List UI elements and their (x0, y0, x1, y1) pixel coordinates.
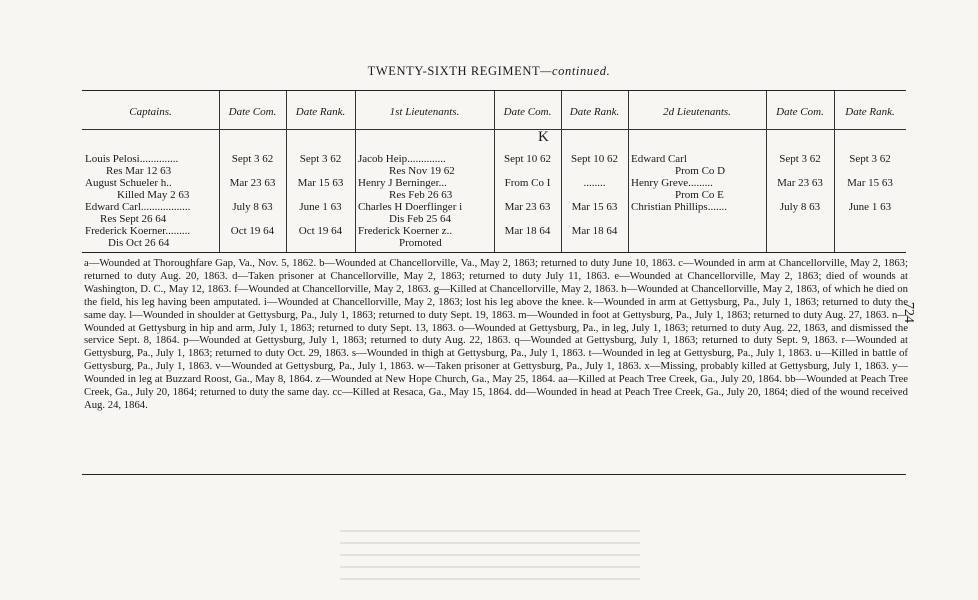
date-cell: Oct 19 64 (230, 225, 275, 237)
first-lt-name: Frederick Koerner z.. (358, 225, 453, 237)
date-cell: Mar 15 63 (571, 201, 618, 213)
captains-column (82, 91, 219, 252)
second-lt-name-text: Henry Greve (631, 177, 689, 189)
first-lt-note: Promoted (399, 237, 442, 249)
captains-date-rank-column (286, 91, 355, 252)
second-lt-name: Christian Phillips....... (631, 201, 727, 213)
first-lt-note: Res Nov 19 62 (389, 165, 455, 177)
first-lt-name-text: Frederick Koerner z (358, 225, 447, 237)
captain-note: Killed May 2 63 (117, 189, 190, 201)
header-date-rank: Date Rank. (569, 106, 620, 118)
footnotes: a—Wounded at Thoroughfare Gap, Va., Nov. 5, 1862. b—Wounded at Chancellorville, Va., May 2, 1863; returned to duty June 10, 1863. c—Wounded in arm at Chancellorville, May 2, 1863; returned to duty Aug. 20, 1863. d—Taken prisoner at Chancellorville, May 2, 1863; returned to duty July 11, 1863. e—Wounded at Chancellorville, May 2, 1863; died of wounds at Washington, D. C., May 12, 1863. f—Wounded at Chancellorville, May 2, 1863. g—Killed at Chancellorville, May 2, 1863. h—Wounded at Chancellorville, May 2, 1863, of which he died on the field, his leg having been amputated. i—Wounded at Chancellorville, May 2, 1863; lost his leg above the knee. k—Wounded in arm at Gettysburg, Pa., July 1, 1863; returned to duty the same day. l—Wounded in shoulder at Gettysburg, Pa., July 1, 1863; returned to duty Sept. 19, 1863. m—Wounded in foot at Gettysburg, Pa., July 1, 1863; returned to duty Aug. 27, 1863. n—Wounded at Gettysburg in hip and arm, July 1, 1863; returned to duty Sept. 13, 1863. o—Wounded at Gettysburg, Pa., in leg, July 1, 1863; returned to duty Aug. 22, 1863, and dismissed the service Sept. 8, 1864. p—Wounded at Gettysburg, July 1, 1863; returned to duty Aug. 22, 1863. q—Wounded at Gettysburg, July 1, 1863; returned to duty Sept. 9, 1863. r—Wounded at Gettysburg, Pa., July 1, 1863; returned to duty Oct. 29, 1863. s—Wounded in thigh at Gettysburg, Pa., July 1, 1863. t—Wounded in leg at Gettysburg, Pa., July 1, 1863. u—Killed in battle of Gettysburg, Pa., July 1, 1863. v—Wounded at Gettysburg, Pa., July 1, 1863. w—Taken prisoner at Gettysburg, Pa., July 1, 1863. x—Missing, probably killed at Gettysburg, July 1, 1863. y—Wounded in leg at Buzzard Roost, Ga., May 8, 1864. z—Wounded at New Hope Church, Ga., May 25, 1864. aa—Killed at Peach Tree Creek, Ga., July 20, 1864. bb—Wounded at Peach Tree Creek, Ga., July 20, 1864; returned to duty the same day. cc—Killed at Resaca, Ga., May 15, 1864. dd—Wounded in head at Peach Tree Creek, Ga., July 20, 1864; died of the wound received Aug. 24, 1864. (84, 257, 908, 411)
first-lt-date-rank-column (561, 91, 628, 252)
date-cell: Mar 23 63 (504, 201, 551, 213)
header-date-rank: Date Rank. (845, 106, 895, 118)
date-cell: Mar 18 64 (504, 225, 551, 237)
captain-name: August Schueler h.. (85, 177, 172, 189)
date-cell: Mar 23 63 (777, 177, 823, 189)
date-cell: June 1 63 (848, 201, 892, 213)
header-second-lieutenants: 2d Lieutenants. (663, 106, 731, 118)
header-first-lieutenants: 1st Lieutenants. (389, 106, 460, 118)
roster-table (82, 90, 906, 253)
first-lt-note: Res Feb 26 63 (389, 189, 453, 201)
date-cell: June 1 63 (299, 201, 342, 213)
date-cell: Sept 3 62 (231, 153, 274, 165)
captain-name: Frederick Koerner......... (85, 225, 191, 237)
first-lt-name-text: Jacob Heip (358, 153, 408, 165)
header-date-com: Date Com. (228, 106, 277, 118)
date-cell: Sept 10 62 (570, 153, 619, 165)
captain-name-text: August Schueler h (85, 177, 167, 189)
captain-note: Dis Oct 26 64 (108, 237, 170, 249)
date-cell: Mar 15 63 (847, 177, 893, 189)
first-lieutenants-column (355, 91, 494, 252)
company-marker: K (538, 129, 549, 145)
date-cell: July 8 63 (779, 201, 821, 213)
header-captains: Captains. (129, 106, 172, 118)
bleed-through (340, 520, 640, 590)
first-lt-name: Charles H Doerflinger i (358, 201, 463, 213)
date-cell: Mar 15 63 (297, 177, 344, 189)
second-lieutenants-column (628, 91, 766, 252)
title-text: TWENTY-SIXTH REGIMENT (367, 64, 541, 78)
first-lt-name: Henry J Berninger... (358, 177, 447, 189)
captain-name-text: Frederick Koerner (85, 225, 166, 237)
header-date-com: Date Com. (776, 106, 824, 118)
second-lt-name: Edward Carl (631, 153, 687, 165)
captain-name: Edward Carl.................. (85, 201, 191, 213)
date-cell: Sept 3 62 (779, 153, 821, 165)
date-cell: Sept 3 62 (299, 153, 342, 165)
captain-name-text: Louis Pelosi (85, 153, 140, 165)
date-cell: Oct 19 64 (298, 225, 343, 237)
date-cell: Sept 3 62 (849, 153, 891, 165)
page-title (0, 64, 978, 79)
date-cell: From Co I (504, 177, 551, 189)
footnotes-rule (82, 474, 906, 475)
captain-note: Res Sept 26 64 (100, 213, 167, 225)
second-lt-note: Prom Co D (675, 165, 726, 177)
second-lt-name-text: Christian Phillips (631, 201, 708, 213)
page-number: 724 (901, 302, 916, 323)
captain-name: Louis Pelosi.............. (85, 153, 179, 165)
second-lt-date-com-column (766, 91, 834, 252)
header-date-com: Date Com. (503, 106, 552, 118)
date-cell: July 8 63 (232, 201, 273, 213)
header-date-rank: Date Rank. (295, 106, 346, 118)
captain-note: Res Mar 12 63 (106, 165, 172, 177)
date-cell: Sept 10 62 (503, 153, 552, 165)
captain-name-text: Edward Carl (85, 201, 141, 213)
second-lt-note: Prom Co E (675, 189, 724, 201)
first-lt-note: Dis Feb 25 64 (389, 213, 452, 225)
title-continued: —continued. (540, 64, 611, 78)
date-cell: Mar 18 64 (571, 225, 618, 237)
second-lt-date-rank-column (834, 91, 906, 252)
date-cell: ........ (583, 177, 606, 189)
date-cell: Mar 23 63 (229, 177, 276, 189)
first-lt-name-text: Henry J Berninger (358, 177, 439, 189)
captains-date-com-column (219, 91, 286, 252)
first-lt-name: Jacob Heip.............. (358, 153, 446, 165)
first-lt-date-com-column (494, 91, 561, 252)
second-lt-name: Henry Greve......... (631, 177, 713, 189)
